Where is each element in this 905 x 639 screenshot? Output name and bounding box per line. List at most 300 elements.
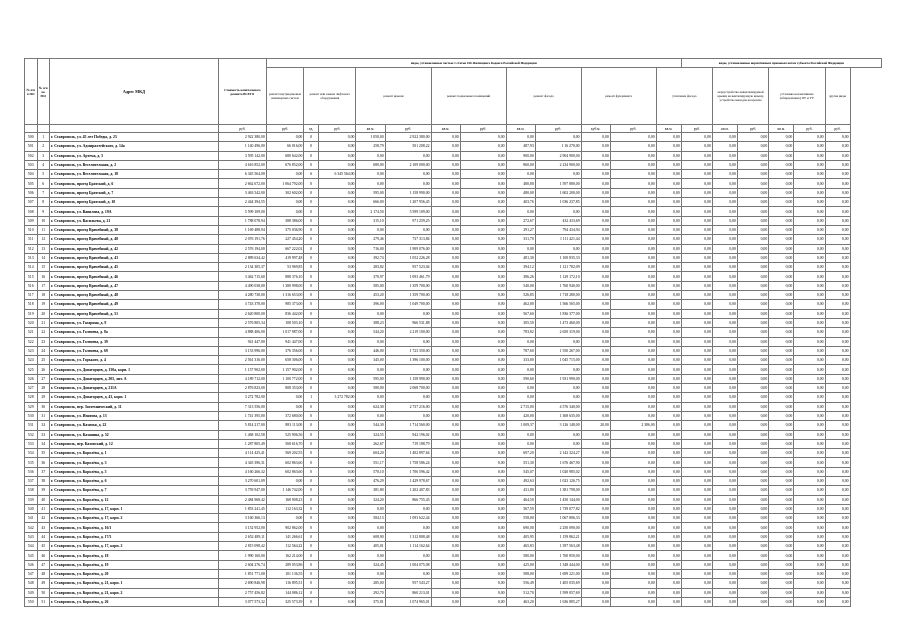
row-value: 0: [304, 532, 319, 541]
row-value: 1 316 653,00: [266, 291, 304, 300]
row-number-pp: 524: [25, 356, 38, 365]
row-value: 0,00: [825, 179, 850, 188]
row-value: 279,46: [356, 235, 385, 244]
row-value: 0,00: [794, 411, 825, 420]
row-value: 487,93: [506, 142, 535, 151]
unit-cell: руб.: [460, 125, 506, 133]
row-number-pp: 505: [25, 179, 38, 188]
row-value: 0,00: [356, 569, 385, 578]
row-value: 0,00: [656, 504, 681, 513]
row-address: г. Ставрополь, проезд Братский, д. 6: [50, 179, 219, 188]
row-value: 0,00: [431, 542, 460, 551]
row-value: 0,00: [825, 263, 850, 272]
row-value: 0,00: [794, 244, 825, 253]
row-value: 3 759 947,00: [218, 486, 266, 495]
row-value: 0,00: [610, 560, 656, 569]
row-value: 405,01: [356, 542, 385, 551]
row-value: 0,00: [431, 514, 460, 523]
row-number-mkd: 38: [37, 476, 50, 485]
row-value: 0,00: [431, 449, 460, 458]
row-value: 0,00: [431, 532, 460, 541]
row-value: 0: [304, 346, 319, 355]
row-value: 0,00: [266, 476, 304, 485]
row-number-mkd: 12: [37, 235, 50, 244]
row-address: г. Ставрополь, проезд Врачебный, д. 45: [50, 263, 219, 272]
row-value: 1 157 902,00: [266, 365, 304, 374]
row-value: 1 129 172,10: [535, 272, 581, 281]
table-row: [25, 188, 882, 197]
header-meters: установка коллективных (общедомовых) ПУ и УУ: [769, 68, 825, 125]
row-value: 0,00: [535, 365, 581, 374]
table-row: [25, 532, 882, 541]
row-value: 0,00: [356, 337, 385, 346]
row-value: 0,00: [712, 281, 737, 290]
row-value: 0,00: [318, 235, 356, 244]
row-value: 1 758 586,24: [385, 458, 431, 467]
row-value: 0,00: [769, 318, 794, 327]
row-value: 794 434,94: [535, 225, 581, 234]
row-value: 0,00: [460, 532, 506, 541]
row-value: 0,00: [681, 170, 712, 179]
row-number-pp: 526: [25, 374, 38, 383]
row-number-mkd: 6: [37, 179, 50, 188]
row-value: 0,00: [681, 597, 712, 606]
row-value: 0,00: [610, 337, 656, 346]
row-value: 5 599 109,00: [385, 207, 431, 216]
row-value: 0,00: [385, 411, 431, 420]
row-value: 2 650 319,00: [535, 328, 581, 337]
row-value: 324,20: [356, 495, 385, 504]
row-value: 0,00: [610, 514, 656, 523]
row-number-pp: 506: [25, 188, 38, 197]
row-value: 0,00: [769, 402, 794, 411]
table-row: [25, 318, 882, 327]
row-value: 141 266,61: [266, 532, 304, 541]
header-row-groups: [25, 59, 882, 68]
row-value: 0,00: [794, 253, 825, 262]
row-value: 0,00: [656, 384, 681, 393]
row-value: 0,00: [681, 365, 712, 374]
row-value: 2 715,00: [506, 402, 535, 411]
row-value: 272,67: [506, 216, 535, 225]
table-row: [25, 449, 882, 458]
row-value: 425,00: [506, 560, 535, 569]
table-row: [25, 374, 882, 383]
unit-cell: ед.: [304, 125, 319, 133]
row-value: 0,00: [610, 133, 656, 142]
row-value: 0,00: [431, 207, 460, 216]
unit-cell: руб.: [825, 125, 850, 133]
capital-repair-register-table: [24, 58, 882, 607]
row-value: 0,00: [825, 421, 850, 430]
row-address: г. Ставрополь, ул. Королёва, д. 21, корп. 2: [50, 588, 219, 597]
row-value: 0,00: [656, 300, 681, 309]
row-value: 0,00: [506, 337, 535, 346]
row-value: 0,00: [794, 495, 825, 504]
row-value: 0,00: [610, 430, 656, 439]
row-value: 0,00: [794, 486, 825, 495]
row-value: 0,00: [656, 588, 681, 597]
row-value: 0,00: [431, 188, 460, 197]
row-value: 0,00: [769, 588, 794, 597]
row-value: 1 381 798,00: [535, 486, 581, 495]
row-number-pp: 514: [25, 263, 38, 272]
row-value: 0,00: [356, 179, 385, 188]
row-value: 0,00: [610, 160, 656, 169]
row-value: 0,00: [681, 430, 712, 439]
row-value: 2 142 324,27: [535, 449, 581, 458]
row-value: 0,00: [737, 272, 768, 281]
row-value: 0,00: [610, 597, 656, 606]
row-value: 0,00: [769, 253, 794, 262]
row-address: г. Ставрополь, ул. Королёва, д. 19: [50, 560, 219, 569]
row-value: 0,00: [656, 393, 681, 402]
row-value: 0,00: [825, 281, 850, 290]
row-value: 0,00: [656, 160, 681, 169]
row-value: 0,00: [825, 449, 850, 458]
row-value: 697,20: [506, 449, 535, 458]
row-value: 0,00: [794, 179, 825, 188]
row-value: 0,00: [385, 551, 431, 560]
row-value: 0,00: [794, 523, 825, 532]
table-row: [25, 476, 882, 485]
row-value: 567,60: [506, 309, 535, 318]
table-row: [25, 291, 882, 300]
row-value: 325 573,39: [266, 597, 304, 606]
row-value: 1 159 862,21: [535, 532, 581, 541]
row-number-pp: 549: [25, 588, 38, 597]
row-value: 2 690 846,98: [218, 579, 266, 588]
row-value: 0,00: [712, 542, 737, 551]
row-value: 0,00: [460, 253, 506, 262]
row-value: 0,00: [385, 569, 431, 578]
row-address: г. Ставрополь, ул. Ипатова, д. 13: [50, 411, 219, 420]
table-row: [25, 411, 882, 420]
row-value: 0,00: [385, 365, 431, 374]
row-value: 0,00: [431, 504, 460, 513]
row-number-mkd: 27: [37, 374, 50, 383]
row-value: 0,00: [769, 551, 794, 560]
row-address: г. Ставрополь, ул. Горького, д. 4: [50, 356, 219, 365]
row-value: 0,00: [712, 365, 737, 374]
row-value: 2 444 394,55: [218, 198, 266, 207]
row-value: 0,00: [712, 263, 737, 272]
row-value: 0,00: [769, 365, 794, 374]
row-value: 0,00: [712, 244, 737, 253]
row-address: г. Ставрополь, ул. 45 лет Победы, д. 23: [50, 133, 219, 142]
row-value: 0,00: [460, 216, 506, 225]
row-value: 1 851 771,00: [218, 569, 266, 578]
row-number-pp: 522: [25, 337, 38, 346]
table-row: [25, 272, 882, 281]
row-value: 0,00: [769, 569, 794, 578]
unit-cell: кв.м.: [769, 125, 794, 133]
row-value: 0,00: [460, 551, 506, 560]
row-value: 0: [304, 560, 319, 569]
row-value: 0: [304, 411, 319, 420]
row-value: 0,00: [460, 569, 506, 578]
row-value: 0,00: [712, 216, 737, 225]
row-value: 0,00: [769, 207, 794, 216]
row-value: 680 642,00: [266, 151, 304, 160]
row-value: 0,00: [431, 142, 460, 151]
row-value: 2 662 672,00: [218, 179, 266, 188]
row-value: 0,00: [712, 411, 737, 420]
row-value: 0,00: [656, 569, 681, 578]
row-address: г. Ставрополь, ул. Голенева, д. 8а: [50, 328, 219, 337]
row-value: 580,00: [506, 551, 535, 560]
row-value: 0,00: [737, 579, 768, 588]
row-value: 0,00: [737, 551, 768, 560]
row-value: 1 207 956,45: [385, 198, 431, 207]
row-value: 112 163,32: [266, 504, 304, 513]
row-value: 0,00: [794, 318, 825, 327]
row-address: г. Ставрополь, ул. Королёва, д. 16/1: [50, 523, 219, 532]
row-value: 0,00: [318, 495, 356, 504]
row-address: г. Ставрополь, проезд Врачебный, д. 51: [50, 309, 219, 318]
row-number-pp: 502: [25, 151, 38, 160]
row-value: 0,00: [506, 365, 535, 374]
row-value: 1 380 998,00: [266, 281, 304, 290]
row-value: 0,00: [825, 384, 850, 393]
row-value: 0,00: [656, 579, 681, 588]
header-foundation: ремонт фундамента: [581, 68, 656, 125]
row-value: 0,00: [681, 449, 712, 458]
row-value: 0: [304, 328, 319, 337]
row-value: 0,00: [794, 263, 825, 272]
row-address: г. Ставрополь, проезд Врачебный, д. 43: [50, 253, 219, 262]
row-value: 0,00: [460, 207, 506, 216]
row-value: 0,00: [431, 374, 460, 383]
row-value: 0,00: [581, 263, 610, 272]
row-value: 4 160 266,32: [218, 467, 266, 476]
row-value: 0,00: [656, 263, 681, 272]
row-number-mkd: 18: [37, 291, 50, 300]
row-value: 0,00: [431, 337, 460, 346]
row-value: 0,00: [581, 272, 610, 281]
row-value: 0,00: [737, 393, 768, 402]
row-value: 0,00: [656, 346, 681, 355]
row-value: 0,00: [581, 384, 610, 393]
row-value: 0,00: [769, 439, 794, 448]
row-value: 1 760 940,00: [535, 281, 581, 290]
row-value: 2 386,00: [610, 421, 656, 430]
row-value: 0,00: [610, 300, 656, 309]
row-value: 0,00: [794, 374, 825, 383]
row-value: 902 862,00: [266, 523, 304, 532]
row-value: 0,00: [825, 495, 850, 504]
row-value: 0,00: [656, 207, 681, 216]
row-value: 0: [304, 142, 319, 151]
row-number-pp: 515: [25, 272, 38, 281]
row-value: 0: [304, 579, 319, 588]
row-value: 0,00: [656, 244, 681, 253]
row-value: 0,00: [681, 328, 712, 337]
row-value: 0,00: [431, 244, 460, 253]
row-value: 0,00: [737, 523, 768, 532]
row-value: 0,00: [581, 281, 610, 290]
table-row: [25, 337, 882, 346]
row-value: 0,00: [656, 318, 681, 327]
row-value: 0,00: [431, 318, 460, 327]
row-value: 2 904 900,00: [535, 151, 581, 160]
row-value: 941 447,00: [266, 337, 304, 346]
row-value: 0,00: [656, 430, 681, 439]
row-value: 0,00: [581, 365, 610, 374]
row-value: 0,00: [356, 309, 385, 318]
row-value: 465,83: [506, 542, 535, 551]
row-value: 0,00: [581, 597, 610, 606]
row-value: 0,00: [737, 328, 768, 337]
row-value: 1 348 444,00: [535, 560, 581, 569]
row-address: г. Ставрополь, проезд Врачебный, д. 40: [50, 235, 219, 244]
row-value: 0,00: [460, 225, 506, 234]
row-value: 0,00: [318, 300, 356, 309]
row-value: 375 036,90: [266, 225, 304, 234]
row-value: 0,00: [581, 495, 610, 504]
row-value: 1 990 160,00: [218, 551, 266, 560]
row-value: 396,00: [356, 300, 385, 309]
row-value: 556,49: [506, 579, 535, 588]
row-value: 3 152 952,00: [218, 523, 266, 532]
row-number-mkd: 35: [37, 449, 50, 458]
row-number-mkd: 29: [37, 393, 50, 402]
row-value: 1 397 563,48: [535, 542, 581, 551]
row-value: 0,00: [681, 207, 712, 216]
row-value: 262,67: [356, 439, 385, 448]
row-address: г. Ставрополь, ул. Гагарина, д. 9: [50, 318, 219, 327]
row-value: 0,00: [737, 486, 768, 495]
row-value: 0: [304, 291, 319, 300]
row-value: 0,00: [656, 402, 681, 411]
row-value: 0,00: [581, 309, 610, 318]
row-value: 1 741 395,00: [218, 411, 266, 420]
row-value: 0,00: [681, 263, 712, 272]
row-value: 0,00: [506, 244, 535, 253]
header-lift: ремонт или замена лифтового оборудования: [304, 68, 356, 125]
row-value: 370,97: [356, 272, 385, 281]
row-value: 0,00: [506, 430, 535, 439]
row-value: 836 442,00: [266, 309, 304, 318]
row-value: 0,00: [769, 225, 794, 234]
row-value: 0,00: [825, 291, 850, 300]
row-value: 0,00: [712, 235, 737, 244]
row-value: 0,00: [712, 449, 737, 458]
row-value: 0,00: [656, 374, 681, 383]
row-value: 0,00: [431, 476, 460, 485]
row-address: г. Ставрополь, ул. Доваторцев, д. 130а, корп. 1: [50, 365, 219, 374]
row-value: 0,00: [712, 337, 737, 346]
row-value: 0,00: [681, 495, 712, 504]
row-value: 0,00: [681, 384, 712, 393]
row-value: 0,00: [825, 514, 850, 523]
unit-cell: кв.м.: [656, 125, 681, 133]
row-value: 0,00: [794, 430, 825, 439]
table-row: [25, 569, 882, 578]
row-value: 0,00: [610, 253, 656, 262]
row-value: 1 714 560,00: [385, 421, 431, 430]
row-value: 1 599 057,69: [535, 588, 581, 597]
row-value: 0,00: [460, 411, 506, 420]
row-value: 1 723 350,00: [385, 346, 431, 355]
row-value: 0,00: [460, 198, 506, 207]
table-row: [25, 179, 882, 188]
row-address: г. Ставрополь, ул. Доваторцев, д. 205, лит. А: [50, 374, 219, 383]
row-value: 0,00: [460, 346, 506, 355]
row-value: 0,00: [769, 458, 794, 467]
row-value: 0,00: [506, 207, 535, 216]
row-value: 1 100 772,00: [266, 374, 304, 383]
row-address: г. Ставрополь, ул. Васильева, д. 21: [50, 216, 219, 225]
row-value: 0,00: [737, 337, 768, 346]
row-value: 0,00: [318, 253, 356, 262]
row-value: 0,00: [656, 188, 681, 197]
table-row: [25, 346, 882, 355]
row-value: 0,00: [656, 495, 681, 504]
row-value: 0,00: [535, 384, 581, 393]
table-row: [25, 160, 882, 169]
row-value: 0,00: [385, 337, 431, 346]
header-row-units: [25, 125, 882, 133]
row-address: г. Ставрополь, ул. Королёва, д. 17/3: [50, 532, 219, 541]
row-value: 0,00: [460, 244, 506, 253]
row-value: 446,00: [356, 346, 385, 355]
row-value: 0,00: [769, 356, 794, 365]
row-value: 0,00: [737, 151, 768, 160]
row-value: 0,00: [656, 523, 681, 532]
row-number-mkd: 23: [37, 337, 50, 346]
row-address: г. Ставрополь, ул. Казачья, д. 22: [50, 421, 219, 430]
row-value: 0,00: [794, 542, 825, 551]
header-basement: ремонт подвальных помещений: [431, 68, 506, 125]
row-value: 0,00: [769, 337, 794, 346]
row-value: 1 004 075,08: [385, 560, 431, 569]
row-value: 0,00: [737, 235, 768, 244]
row-value: 1 16 270,00: [535, 142, 581, 151]
table-row: [25, 170, 882, 179]
row-value: 0,00: [356, 170, 385, 179]
row-value: 0: [304, 337, 319, 346]
row-number-mkd: 40: [37, 495, 50, 504]
row-value: 0,00: [737, 588, 768, 597]
row-value: 1 706 596,42: [385, 467, 431, 476]
row-value: 0,00: [431, 439, 460, 448]
row-value: 888 376,10: [266, 272, 304, 281]
table-row: [25, 467, 882, 476]
row-value: 585,00: [356, 281, 385, 290]
row-value: 0,00: [460, 337, 506, 346]
table-row: [25, 225, 882, 234]
row-value: 0,00: [460, 430, 506, 439]
row-value: 0,00: [460, 365, 506, 374]
row-value: 0,00: [460, 579, 506, 588]
row-value: 0,00: [431, 384, 460, 393]
row-number-pp: 519: [25, 309, 38, 318]
row-value: 0,00: [656, 532, 681, 541]
row-value: 0: [304, 160, 319, 169]
row-value: 0,00: [318, 551, 356, 560]
row-value: 0,00: [794, 291, 825, 300]
row-value: 0,00: [318, 579, 356, 588]
row-value: 285,00: [356, 579, 385, 588]
row-value: 0,00: [712, 160, 737, 169]
row-value: 0,00: [794, 207, 825, 216]
row-value: 0,00: [385, 393, 431, 402]
row-value: 0,00: [825, 430, 850, 439]
row-value: 1 093 622,44: [385, 514, 431, 523]
row-value: 1 158 990,00: [385, 188, 431, 197]
row-value: 112 564,22: [266, 542, 304, 551]
